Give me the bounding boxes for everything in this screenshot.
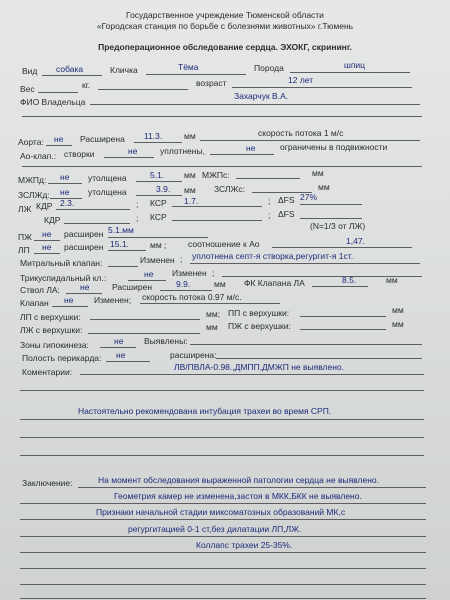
la-text: расширен: [64, 242, 104, 252]
conclusion-line5: Коллапс трахеи 25-35%.: [196, 540, 293, 550]
rv-text: расширен: [64, 229, 104, 239]
pa-trunk-unit: мм: [214, 279, 226, 289]
pericardium-text: расширена:: [170, 350, 217, 360]
la-value: не: [42, 242, 52, 252]
aorta-unit: мм: [184, 131, 196, 141]
aortic-valve-value2: не: [246, 143, 256, 153]
pa-valve-label: ФК Клапана ЛА: [244, 278, 305, 288]
hypokinesis-value: не: [114, 336, 124, 346]
aorta-speed: скорость потока 1 м/с: [258, 128, 344, 138]
aortic-valve-thickened: уплотнены,: [160, 146, 205, 156]
la-ratio-label: соотношение к Ао: [188, 239, 260, 249]
pa-trunk-size: 9.9.: [176, 279, 191, 289]
la-size: 15.1.: [110, 239, 129, 249]
lv-apex-unit: мм: [206, 322, 218, 332]
rv-normal-note: (N=1/3 от ЛЖ): [310, 221, 366, 231]
pa-valve-value: 8.5.: [342, 275, 357, 285]
lv-fs-value: 27%: [300, 192, 318, 202]
comments-label: Коментарии:: [22, 367, 73, 377]
la-label: ЛП: [18, 245, 30, 255]
weight-label: Вес: [20, 84, 35, 94]
pericardium-value: не: [116, 350, 126, 360]
breed-value: шпиц: [344, 60, 366, 70]
aorta-size: 11.3.: [144, 131, 163, 141]
aorta-text: Расширена: [80, 134, 125, 144]
ivs-value: не: [60, 172, 70, 182]
lvpw-size: 3.9.: [156, 184, 171, 194]
ivs-size: 5.1.: [150, 170, 165, 180]
lvpw-label: ЗСЛЖд:: [18, 190, 50, 200]
rv-size: 5.1.мм: [108, 225, 134, 235]
name-value: Тёма: [178, 62, 199, 72]
weight-unit: кг.: [82, 80, 91, 90]
ivs-unit: мм: [184, 170, 196, 180]
species-label: Вид: [22, 66, 38, 76]
aortic-valve-label: Ао-клап.:: [20, 151, 57, 161]
tricuspid-text: Изменен: [172, 268, 207, 278]
owner-value: Захарчук В.А.: [234, 91, 289, 101]
owner-label: ФИО Владельца: [20, 97, 86, 107]
lvpw-value: не: [60, 187, 70, 197]
aortic-valve-restricted: ограничены в подвижности: [280, 142, 388, 152]
lv-esd-label: КСР: [150, 198, 167, 208]
lvpw-systole-unit: мм: [318, 182, 330, 192]
age-label: возраст: [196, 78, 227, 88]
form-title: Предоперационное обследование сердца. ЭХОКГ, скрининг.: [98, 42, 352, 52]
lv-label: ЛЖ: [18, 204, 32, 214]
breed-label: Порода: [254, 63, 284, 73]
conclusion-line4: регургитацией 0-1 ст,без дилатации ЛП,ЛЖ.: [128, 524, 302, 534]
rv-apex-unit: мм: [392, 319, 404, 329]
aorta-label: Аорта:: [18, 137, 44, 147]
la-unit: мм ;: [150, 240, 167, 250]
conclusion-line3: Признаки начальной стадии миксоматозных образований МК,с: [96, 507, 346, 517]
mitral-label: Митральный клапан:: [20, 258, 103, 268]
rv-apex-label: ПЖ с верхушки:: [228, 321, 291, 331]
lv-apex-label: ЛЖ с верхушки:: [20, 325, 83, 335]
lv-sep4: ;: [268, 210, 271, 220]
pa-trunk-label: Ствол ЛА:: [20, 285, 60, 295]
name-label: Кличка: [110, 65, 138, 75]
lvpw-systole-label: ЗСЛЖс:: [214, 184, 245, 194]
lv-sep3: ;: [136, 213, 139, 223]
valve-label: Клапан: [20, 298, 49, 308]
lv-sep1: ;: [136, 199, 139, 209]
lvpw-unit: мм: [184, 185, 196, 195]
aortic-valve-value1: не: [128, 146, 138, 156]
valve-value: не: [64, 295, 74, 305]
comments-text2: Настоятельно рекомендована интубация трахеи во время СРП.: [78, 406, 332, 416]
pericardium-label: Полость перикарда:: [22, 353, 102, 363]
conclusion-label: Заключение:: [22, 478, 73, 488]
lv-edd2-label: КДР: [44, 215, 61, 225]
pa-trunk-text: Расширен: [112, 282, 153, 292]
mitral-text: Изменен: [140, 255, 175, 265]
valve-text: Изменен;: [94, 295, 132, 305]
lv-fs2-label: ΔFS: [278, 209, 295, 219]
aortic-valve-leaflets: створки: [64, 149, 95, 159]
lv-fs-label: ΔFS: [278, 195, 295, 205]
lv-esd2-label: КСР: [150, 212, 167, 222]
mitral-sep: ;: [180, 254, 183, 264]
la-ratio-value: 1,47.: [346, 236, 365, 246]
lv-sep2: ;: [268, 196, 271, 206]
rv-value: не: [42, 229, 52, 239]
age-value: 12 лет: [288, 75, 314, 85]
lv-edd-value: 2.3.: [60, 198, 75, 208]
species-value: собака: [56, 64, 84, 74]
comments-text1: ЛВ/ПВЛА-0.98.,ДМПП,ДМЖП не выявлено.: [174, 362, 345, 372]
la-apex-label: ЛП с верхушки:: [20, 312, 81, 322]
ra-apex-unit: мм: [392, 305, 404, 315]
lv-esd-value: 1.7.: [184, 196, 199, 206]
org-station-line: «Городская станция по борьбе с болезнями животных» г.Тюмень: [96, 21, 354, 31]
conclusion-line1: На момент обследования выраженной патологии сердца не выявлено.: [98, 475, 379, 485]
aorta-value: не: [54, 134, 64, 144]
ivs-systole-unit: мм: [312, 168, 324, 178]
ivs-text: утолщена: [88, 173, 127, 183]
ivs-label: МЖПд:: [18, 175, 47, 185]
mitral-detail: уплотнена септ-я створка,регургит-я 1ст.: [192, 251, 354, 261]
lvpw-text: утолщена: [88, 187, 127, 197]
hypokinesis-label: Зоны гипокинеза:: [20, 340, 89, 350]
ra-apex-label: ПП с верхушки:: [228, 308, 290, 318]
la-apex-unit: мм;: [206, 309, 221, 319]
conclusion-line2: Геометрия камер не изменена,застоя в МКК,БКК не выявлено.: [114, 491, 362, 501]
lv-edd-label: КДР: [36, 201, 53, 211]
hypokinesis-text: Выявлены:: [144, 336, 188, 346]
tricuspid-sep: ;: [212, 268, 215, 278]
pa-trunk-value: не: [80, 282, 90, 292]
org-name-line: Государственное учреждение Тюменской области: [126, 10, 324, 20]
ivs-systole-label: МЖПс:: [202, 170, 230, 180]
rv-label: ПЖ: [18, 232, 32, 242]
tricuspid-value: не: [144, 269, 154, 279]
tricuspid-label: Трикуспидальный кл.:: [20, 273, 107, 283]
pa-valve-unit: мм: [386, 275, 398, 285]
valve-speed: скорость потока 0.97 м/с.: [142, 292, 242, 302]
